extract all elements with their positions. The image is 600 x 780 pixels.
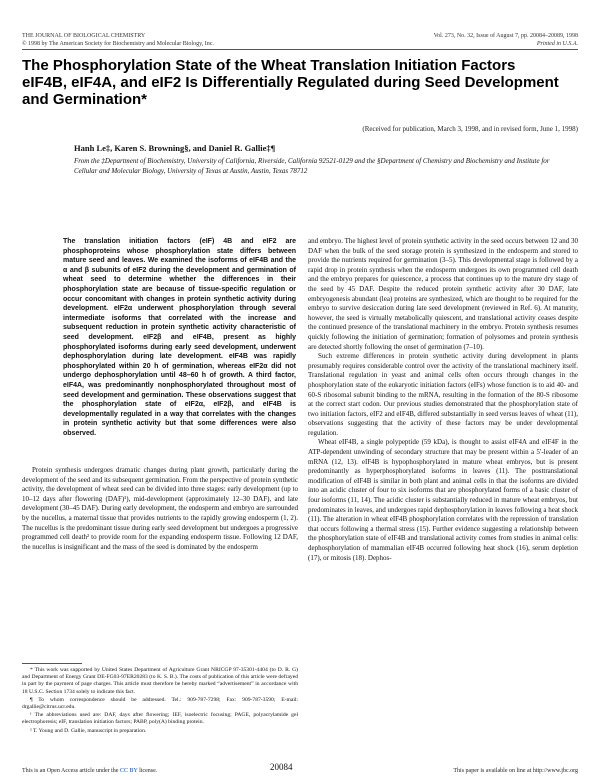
journal-header bbox=[22, 32, 214, 48]
copyright-line: © 1998 by The American Society for Biochemistry and Molecular Biology, Inc. bbox=[22, 41, 214, 47]
printed-line: Printed in U.S.A. bbox=[536, 41, 578, 47]
footnote-abbreviations: ¹ The abbreviations used are: DAF, days after flowering; IEF, isoelectric focusing; PAGE, polyacrylamide gel electrophoresis; eIF, translation initiation factors; PABP, poly(A) binding protein. bbox=[22, 712, 298, 726]
received-dates: (Received for publication, March 3, 1998, and in revised form, June 1, 1998) bbox=[362, 125, 578, 133]
volume-info: Vol. 273, No. 32, Issue of August 7, pp. 20084–20089, 1998 bbox=[433, 33, 578, 39]
journal-name: THE JOURNAL OF BIOLOGICAL CHEMISTRY bbox=[22, 33, 146, 39]
footnote-funding: * This work was supported by United States Department of Agriculture Grant NRICGP 97-35301-4404 (to D. R. G) and Department of Energy Grant DE-FG03-97ER20283 (to K. S. B.). The costs of publication of this article were defrayed in part by the payment of page charges. This article must therefore be hereby marked “advertisement” in accordance with 18 U.S.C. Section 1734 solely to indicate this fact. bbox=[22, 667, 298, 695]
footnote-rule bbox=[22, 663, 82, 664]
footnotes bbox=[22, 667, 298, 736]
paragraph: and embryo. The highest level of protein synthetic activity in the seed occurs between 12 and 30 DAF when the bulk of the seed storage protein is synthesized in the endosperm and stored to provide the nutrients required for germination (3–5). This developmental stage is followed by a rapid drop in protein synthesis when the endosperm undergoes its own programmed cell death and the embryo prepares for quiescence, a process that continues up to the mature dry stage of the seed by 45 DAF. Despite the reduced protein synthetic activity after 30 DAF, late embryogenesis abundant (lea) proteins are synthesized, which are thought to be required for the embryo to survive desiccation during late seed development (reviewed in Ref. 6). At maturity, however, the seed is virtually metabolically quiescent, and translational activity ceases despite the continued presence of the translational machinery in the embryo. Protein synthesis resumes quickly following the initiation of germination; formation of polysomes and protein synthesis are detected shortly following the onset of germination (7–10). bbox=[308, 237, 578, 351]
footnote-manuscript: ² T. Young and D. Gallie, manuscript in preparation. bbox=[30, 727, 147, 734]
open-access-prefix: This is an Open Access article under the bbox=[22, 768, 119, 774]
availability-note: This paper is available on line at http://www.jbc.org bbox=[453, 768, 578, 774]
paragraph: Such extreme differences in protein synthetic activity during development in plants presumably requires considerable control over the activity of the translational machinery itself. Translational regulation in yeast and animal cells often occurs through changes in the phosphorylation state of the eukaryotic initiation factors (eIFs) whose function is to aid 40- and 60-S ribosomal subunit binding to the mRNA, resulting in the formation of the 80-S ribosome at the correct start codon. Our previous studies demonstrated that the phosphorylation state of two initiation factors, eIF2 and eIF4B, differed substantially in seed versus leaves of wheat (11), observations suggesting that the activity of these factors may be under developmental regulation. bbox=[308, 352, 578, 437]
issue-header bbox=[434, 32, 578, 48]
cc-by-link[interactable]: CC BY bbox=[119, 768, 138, 774]
body-column-right bbox=[308, 237, 578, 563]
article-title: The Phosphorylation State of the Wheat Translation Initiation Factors eIF4B, eIF4A, and eIF2 Is Differentially Regulated during Seed Development and Germination* bbox=[22, 57, 559, 108]
body-column-left bbox=[22, 466, 298, 552]
footnote-correspondence: ¶ To whom correspondence should be addressed. Tel.: 909-787-7298; Fax: 909-787-3590; E-mail: drgallie@citrus.ucr.edu. bbox=[22, 696, 298, 711]
paragraph: Protein synthesis undergoes dramatic changes during plant growth, particularly during the development of the seed and its subsequent germination. From the perspective of protein synthetic activity, the development of wheat seed can be divided into three stages: early development (up to 10–12 days after flowering (DAF)¹), mid-development (approximately 12–30 DAF), and late development (30–45 DAF). During early development, the endosperm and embryo are surrounded by the nucellus, a maternal tissue that provides nutrients to the rapidly growing endosperm (1, 2). The nucellus is the predominant tissue during early seed development but undergoes a progressive programmed cell death² to provide room for the expanding endosperm tissue. Following 12 DAF, the nucellus is insignificant and the mass of the seed is dominated by the endosperm bbox=[22, 466, 298, 551]
open-access-note bbox=[22, 768, 157, 774]
paragraph: Wheat eIF4B, a single polypeptide (59 kDa), is thought to assist eIF4A and eIF4F in the ATP-dependent unwinding of secondary structure that may be present within a 5′-leader of an mRNA (12, 13). eIF4B is hypophosphorylated in mature wheat embryos, but is present predominantly as hyperphosphorylated isoforms in leaves (11). The posttranslational modification of eIF4B is similar in both plant and animal cells in that the isoforms are divided into an acidic cluster of four to six isoforms that are phosphorylated forms of a basic cluster of four isoforms (11, 14). The acidic cluster is substantially reduced in mature wheat embryos, but predominates in leaves, and undergoes rapid dephosphorylation in leaves following a heat shock (11). The alteration in wheat eIF4B phosphorylation correlates with the repression of translation that occurs following a thermal stress (15). Further evidence suggesting a relationship between the phosphorylation state of eIF4B and translational activity comes from studies in animal cells: dephosphorylation of mammalian eIF4B occurred following heat shock (16), serum depletion (17), or mitosis (18). Dephos- bbox=[308, 438, 578, 562]
header-rule bbox=[22, 49, 578, 50]
open-access-suffix: license. bbox=[139, 768, 158, 774]
affiliation: From the ‡Department of Biochemistry, University of California, Riverside, California 92521-0129 and the §Department of Chemistry and Biochemistry and Institute for Cellular and Molecular Biology, University of Texas at Austin, Austin, Texas 78712 bbox=[74, 157, 550, 175]
page-number: 20084 bbox=[270, 762, 293, 772]
author-list: Hanh Le‡, Karen S. Browning§, and Daniel R. Gallie‡¶ bbox=[74, 143, 276, 153]
abstract: The translation initiation factors (eIF) 4B and eIF2 are phosphoproteins whose phosphorylation state differs between mature seed and leaves. We examined the isoforms of eIF4B and the α and β subunits of eIF2 during the development and germination of wheat seed to determine whether the differences in their phosphorylation state are because of tissue-specific regulation or occur concomitant with changes in protein synthetic activity during development. eIF2α underwent phosphorylation through several intermediate isoforms that correlated with the increase and subsequent reduction in protein synthetic activity characteristic of seed development. eIF2β and eIF4B, present as highly phosphorylated isoforms during early seed development, underwent dephosphorylation during late development. eIF4B was rapidly phosphorylated within 20 h of germination, whereas eIF2α did not undergo dephosphorylation until 48–60 h of growth. A third factor, eIF4A, was predominantly nonphosphorylated throughout most of seed development and germination. These observations suggest that the phosphorylation state of eIF2α, eIF2β, and eIF4B is developmentally regulated in a way that correlates with the changes in protein synthetic activity but that some differences were also observed. bbox=[63, 238, 296, 437]
